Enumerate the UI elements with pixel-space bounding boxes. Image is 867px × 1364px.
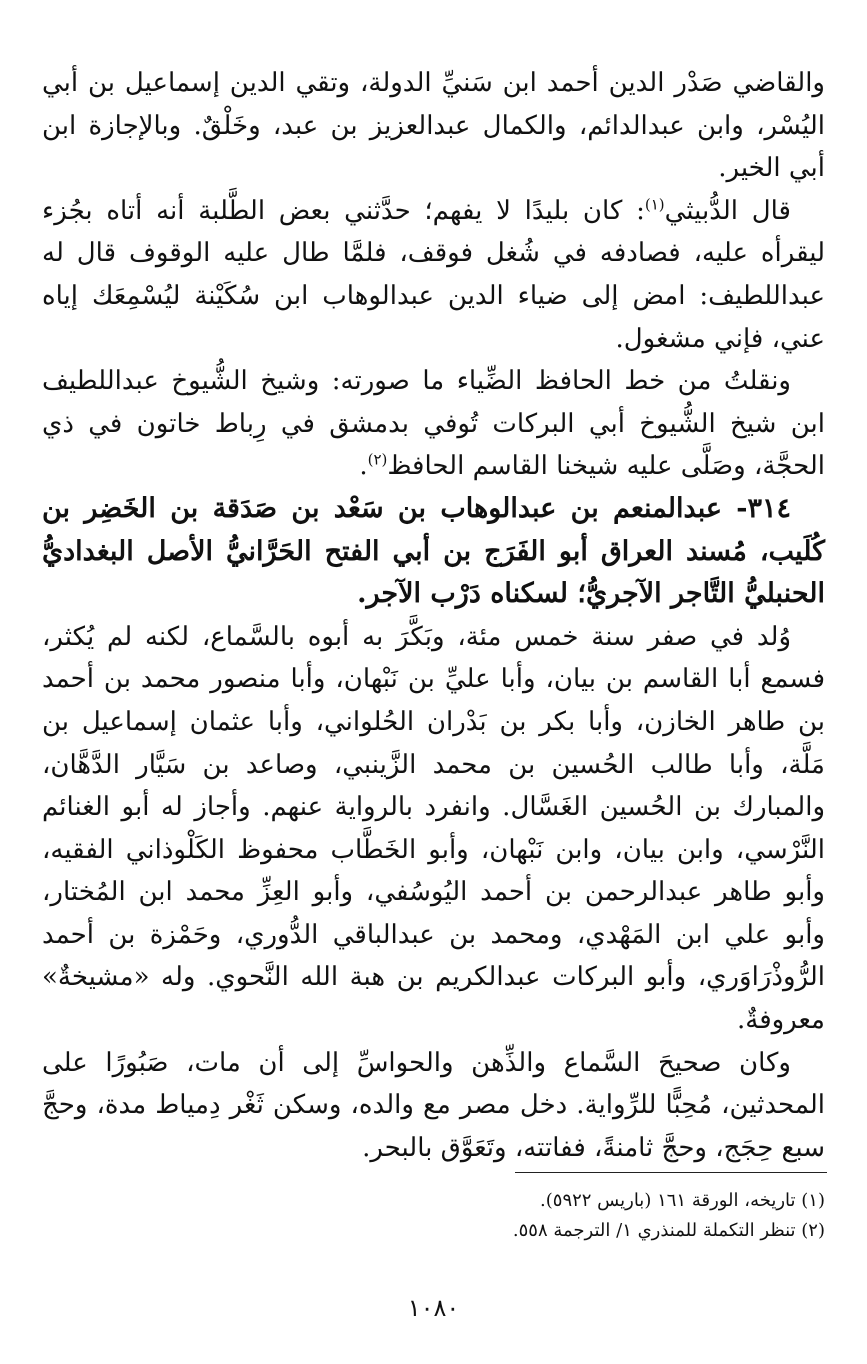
paragraph-3-text-a: ونقلتُ من خط الحافظ الضِّياء ما صورته: وشيخ الشُّيوخ عبداللطيف ابن شيخ الشُّيوخ أبي البركات تُوفي بدمشق في رِباط خاتون في ذي الحجَّة، وصَلَّى عليه شيخنا القاسم الحافظ <box>42 366 825 482</box>
paragraph-2 <box>42 190 825 360</box>
footnotes <box>42 1186 825 1246</box>
footnote-divider <box>515 1172 827 1173</box>
footnote-1: (١) تاريخه، الورقة ١٦١ (باريس ٥٩٢٢). <box>540 1190 825 1211</box>
footnote-ref-1: (١) <box>644 195 665 214</box>
paragraph-4: وُلد في صفر سنة خمس مئة، وبَكَّرَ به أبوه بالسَّماع، لكنه لم يُكثر، فسمع أبا القاسم بن بيان، وأبا عليِّ بن نَبْهان، وأبا منصور محمد بن أحمد بن طاهر الخازن، وأبا بكر بن بَدْران الحُلواني، وأبا عثمان إسماعيل بن مَلَّة، وأبا طالب الحُسين بن محمد الزَّينبي، وصاعد بن سَيَّار الدَّهَّان، والمبارك بن الحُسين الغَسَّال. وانفرد بالرواية عنهم. وأجاز له أبو الغنائم النَّرْسي، وابن بيان، وابن نَبْهان، وأبو الخَطَّاب محفوظ الكَلْوذاني الفقيه، وأبو طاهر عبدالرحمن بن أحمد اليُوسُفي، وأبو العِزِّ محمد ابن المُختار، وأبو علي ابن المَهْدي، ومحمد بن عبدالباقي الدُّوري، وحَمْزة بن أحمد الرُّوذْرَاوَري، وأبو البركات عبدالكريم بن هبة الله النَّحوي. وله «مشيخةٌ» معروفةٌ. <box>42 621 825 1036</box>
page-number: ١٠٨٠ <box>407 1294 460 1322</box>
footnote-2: (٢) تنظر التكملة للمنذري ١/ الترجمة ٥٥٨. <box>512 1220 825 1241</box>
paragraph-1: والقاضي صَدْر الدين أحمد ابن سَنيِّ الدولة، وتقي الدين إسماعيل بن أبي اليُسْر، وابن عبدالدائم، والكمال عبدالعزيز بن عبد، وخَلْقٌ. وبالإجازة ابن أبي الخير. <box>42 68 825 184</box>
paragraph-5: وكان صحيحَ السَّماع والذِّهن والحواسِّ إلى أن مات، صَبُورًا على المحدثين، مُحِبًّا للرِّواية. دخل مصر مع والده، وسكن ثَغْر دِمياط مدة، وحجَّ سبع حِجَج، وحجَّ ثامنةً، ففاتته، وتَعَوَّق بالبحر. <box>42 1047 825 1163</box>
paragraph-2-text-a: قال الدُّبيثي <box>664 195 791 226</box>
paragraph-2-text-b: : كان بليدًا لا يفهم؛ حدَّثني بعض الطَّلبة أنه أتاه بجُزء ليقرأه عليه، فصادفه في شُغل فوقف، فلمَّا طال عليه الوقوف قال له عبداللطيف: امض إلى ضياء الدين عبدالوهاب ابن سُكَيْنة ليُسْمِعَك إياه عني، فإني مشغول. <box>42 195 825 354</box>
paragraph-3-text-b: . <box>359 451 368 482</box>
main-text <box>42 62 825 1169</box>
paragraph-3 <box>42 360 825 488</box>
footnote-ref-2: (٢) <box>367 450 388 469</box>
entry-heading: ٣١٤- عبدالمنعم بن عبدالوهاب بن سَعْد بن صَدَقة بن الخَضِر بن كُلَيب، مُسند العراق أبو الفَرَج بن أبي الفتح الحَرَّانيُّ الأصل البغداديُّ الحنبليُّ التَّاجر الآجريُّ؛ لسكناه دَرْب الآجر. <box>42 492 825 610</box>
